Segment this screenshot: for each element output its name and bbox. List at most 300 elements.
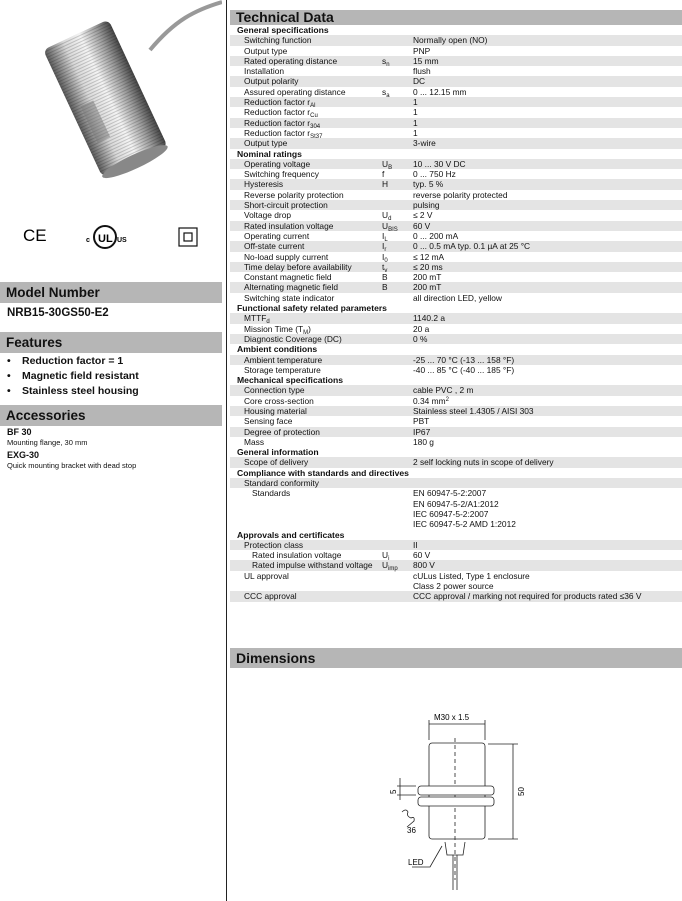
spec-symbol-subscript: i <box>388 556 390 563</box>
spec-label <box>230 56 382 66</box>
spec-symbol <box>382 416 413 426</box>
spec-row <box>230 550 682 563</box>
spec-symbol-text: H <box>382 179 389 190</box>
spec-value-line <box>413 241 682 251</box>
spec-symbol-subscript: d <box>388 216 392 223</box>
spec-label <box>230 540 382 550</box>
spec-value-text: 1 <box>413 127 418 138</box>
section-heading: Ambient conditions <box>237 344 318 355</box>
spec-value-line <box>413 56 682 66</box>
spec-value <box>413 159 682 169</box>
spec-value-line <box>413 262 682 272</box>
spec-value-line <box>413 252 682 262</box>
spec-label-text: Diagnostic Coverage (DC) <box>244 333 342 344</box>
spec-row <box>230 200 682 210</box>
spec-label-subscript: d <box>266 319 270 326</box>
spec-value <box>413 87 682 97</box>
spec-symbol-text: s <box>382 55 387 66</box>
spec-value <box>413 416 682 426</box>
spec-label <box>230 478 382 488</box>
spec-symbol <box>382 334 413 344</box>
spec-row <box>230 179 682 189</box>
spec-value-line <box>413 406 682 416</box>
accessory-description: Quick mounting bracket with dead stop <box>7 461 137 470</box>
spec-label-text: Housing material <box>244 405 307 416</box>
spec-label <box>230 334 382 344</box>
dimensions-heading: Dimensions <box>230 648 682 668</box>
ce-mark-icon <box>23 226 47 245</box>
spec-label <box>230 76 382 86</box>
spec-label-text: Switching function <box>244 35 312 46</box>
spec-value-text: 0 ... 12.15 mm <box>413 86 467 97</box>
spec-label <box>230 282 382 292</box>
led-label: LED <box>408 858 424 867</box>
spec-value-line <box>413 313 682 323</box>
section-heading: General information <box>237 447 319 458</box>
spec-label-text: Operating voltage <box>244 158 311 169</box>
spec-value-line <box>413 282 682 292</box>
spec-value <box>413 591 682 601</box>
feature-item: • Magnetic field resistant <box>7 370 139 382</box>
spec-value <box>413 334 682 344</box>
spec-value-text: 0 % <box>413 333 428 344</box>
spec-value-line <box>413 550 682 560</box>
spec-value-text: ≤ 20 ms <box>413 261 443 272</box>
spec-label <box>230 550 382 560</box>
spec-value-text: cULus Listed, Type 1 enclosure <box>413 570 530 581</box>
spec-value-line <box>413 118 682 128</box>
spec-value <box>413 221 682 231</box>
spec-symbol <box>382 118 413 128</box>
spec-row <box>230 262 682 272</box>
spec-symbol <box>382 159 413 169</box>
spec-value-line <box>413 35 682 45</box>
protection-class-ii-icon <box>179 228 197 246</box>
spec-value-text: cable PVC , 2 m <box>413 385 474 396</box>
spec-symbol <box>382 293 413 303</box>
spec-symbol <box>382 138 413 148</box>
spec-symbol <box>382 355 413 365</box>
spec-value <box>413 365 682 375</box>
spec-label-text: Output polarity <box>244 76 299 87</box>
spec-label-text: Hysteresis <box>244 179 284 190</box>
spec-value-line <box>413 560 682 570</box>
spec-value-line <box>413 427 682 437</box>
accessory-code: EXG-30 <box>7 450 40 460</box>
spec-row <box>230 169 682 179</box>
spec-row <box>230 293 682 303</box>
spec-label <box>230 571 382 592</box>
spec-label-text: Switching state indicator <box>244 292 335 303</box>
section-heading: Mechanical specifications <box>237 375 344 386</box>
spec-row <box>230 56 682 66</box>
spec-symbol <box>382 313 413 323</box>
spec-row <box>230 457 682 467</box>
spec-value <box>413 66 682 76</box>
spec-value-line <box>413 46 682 56</box>
spec-label <box>230 46 382 56</box>
spec-label-text: Reduction factor r <box>244 117 311 128</box>
spec-label <box>230 200 382 210</box>
spec-symbol <box>382 56 413 66</box>
spec-symbol <box>382 262 413 272</box>
spec-value-text: 1 <box>413 107 418 118</box>
spec-value-text: Class 2 power source <box>413 581 494 592</box>
spec-symbol-text: U <box>382 220 389 231</box>
spec-value-text: 0.34 mm <box>413 395 446 406</box>
spec-value-line <box>413 324 682 334</box>
spec-value-line <box>413 457 682 467</box>
spec-label-text: Storage temperature <box>244 364 321 375</box>
spec-label <box>230 365 382 375</box>
spec-label-text: Off-state current <box>244 241 305 252</box>
spec-value-text: 3-wire <box>413 138 436 149</box>
spec-value <box>413 252 682 262</box>
spec-row <box>230 87 682 97</box>
spec-value-line <box>413 231 682 241</box>
spec-symbol <box>382 540 413 550</box>
section-heading: Approvals and certificates <box>237 529 345 540</box>
spec-symbol-text: B <box>382 282 388 293</box>
spec-label <box>230 66 382 76</box>
spec-value <box>413 107 682 117</box>
spec-symbol <box>382 87 413 97</box>
features-heading: Features <box>0 332 222 353</box>
spec-value-text: 1140.2 a <box>413 313 445 324</box>
accessories-list <box>7 427 222 473</box>
spec-symbol <box>382 107 413 117</box>
spec-label-text: Standards <box>252 488 291 499</box>
spec-value-line <box>413 200 682 210</box>
spec-row <box>230 560 682 573</box>
spec-row <box>230 138 682 148</box>
spec-label <box>230 35 382 45</box>
spec-value <box>413 488 682 529</box>
spec-row <box>230 427 682 437</box>
spec-value-text: -25 ... 70 °C (-13 ... 158 °F) <box>413 354 515 365</box>
spec-symbol-text: I <box>382 241 385 252</box>
spec-label-subscript: M <box>303 329 309 336</box>
spec-label-text: Output type <box>244 45 288 56</box>
spec-label <box>230 591 382 601</box>
spec-symbol <box>382 76 413 86</box>
features-list <box>7 354 139 399</box>
spec-row <box>230 385 682 395</box>
spec-symbol-subscript: r <box>384 247 387 254</box>
spec-value-text: II <box>413 539 418 550</box>
spec-label <box>230 118 382 128</box>
spec-value-line <box>413 128 682 138</box>
spec-row <box>230 107 682 120</box>
spec-value-superscript: 2 <box>445 396 449 403</box>
spec-row <box>230 334 682 344</box>
spec-row <box>230 241 682 254</box>
spec-label <box>230 437 382 447</box>
spec-symbol <box>382 179 413 189</box>
spec-value-text: IEC 60947-5-2 AMD 1:2012 <box>413 519 516 530</box>
spec-value-line <box>413 499 682 509</box>
spec-value-text: CCC approval / marking not required for products rated ≤36 V <box>413 591 642 602</box>
spec-value <box>413 138 682 148</box>
spec-value-text: ≤ 2 V <box>413 210 433 221</box>
spec-label-text: Core cross-section <box>244 395 314 406</box>
spec-symbol-text: s <box>382 86 387 97</box>
spec-symbol <box>382 478 413 488</box>
spec-label <box>230 210 382 220</box>
spec-symbol <box>382 550 413 563</box>
spec-value-line <box>413 138 682 148</box>
spec-label <box>230 230 385 241</box>
spec-value-text: 60 V <box>413 550 431 561</box>
spec-value-text: DC <box>413 76 426 87</box>
spec-row <box>230 416 682 426</box>
feature-item: • Stainless steel housing <box>7 385 139 397</box>
spec-value-text: 180 g <box>413 436 434 447</box>
svg-text:UL: UL <box>98 233 113 245</box>
spec-value-text: PBT <box>413 416 430 427</box>
spec-label-text: Reverse polarity protection <box>244 189 344 200</box>
spec-label-text: Scope of delivery <box>244 457 309 468</box>
spec-value <box>413 241 682 251</box>
spec-label-text: Alternating magnetic field <box>244 282 339 293</box>
spec-value-line <box>413 169 682 179</box>
spec-value-text: 10 ... 30 V DC <box>413 158 466 169</box>
spec-row <box>230 365 682 375</box>
svg-text:c: c <box>86 237 90 244</box>
spec-symbol-subscript: v <box>384 267 388 274</box>
spec-label-subscript: 304 <box>310 123 321 130</box>
spec-row <box>230 396 682 406</box>
spec-value <box>413 385 682 395</box>
spec-label-text: Mass <box>244 436 265 447</box>
thread-label: M30 x 1.5 <box>434 713 470 722</box>
spec-symbol <box>382 437 413 447</box>
spec-value <box>413 313 682 323</box>
spec-value-text: pulsing <box>413 200 440 211</box>
accessory-description: Mounting flange, 30 mm <box>7 438 88 447</box>
spec-symbol-text: t <box>382 261 385 272</box>
spec-value <box>413 210 682 220</box>
spec-value-line <box>413 571 682 581</box>
spec-row <box>230 159 682 169</box>
spec-row <box>230 437 682 447</box>
spec-symbol <box>382 252 413 262</box>
spec-label-subscript: St37 <box>310 133 323 140</box>
spec-label-suffix: ) <box>308 323 311 334</box>
spec-value-line <box>413 355 682 365</box>
spec-value-text: 200 mT <box>413 282 442 293</box>
spec-row <box>230 355 682 365</box>
section-heading: Functional safety related parameters <box>237 303 387 314</box>
spec-label <box>230 221 382 231</box>
spec-value-line <box>413 97 682 107</box>
spec-row <box>230 190 682 200</box>
spec-row <box>230 210 682 223</box>
spec-row <box>230 313 682 326</box>
spec-symbol-subscript: n <box>386 61 390 68</box>
spec-row <box>230 76 682 86</box>
spec-label-text: Rated insulation voltage <box>244 220 334 231</box>
spec-row <box>230 118 682 128</box>
spec-row <box>230 46 682 56</box>
spec-label <box>230 97 382 110</box>
spec-value-text: typ. 5 % <box>413 179 444 190</box>
spec-value <box>413 293 682 303</box>
spec-label-text: Mission Time (T <box>244 323 304 334</box>
spec-value <box>413 169 682 179</box>
product-photo <box>0 0 222 200</box>
spec-label <box>230 128 382 138</box>
spec-value-text: all direction LED, yellow <box>413 292 502 303</box>
column-divider <box>226 0 227 901</box>
spec-symbol <box>382 221 413 231</box>
spec-row <box>230 591 682 601</box>
spec-row <box>230 478 682 488</box>
spec-symbol-text: U <box>382 210 389 221</box>
spec-value <box>413 76 682 86</box>
spec-symbol <box>382 46 413 56</box>
spec-symbol-subscript: a <box>386 92 390 99</box>
spec-value-line <box>413 87 682 97</box>
spec-label <box>230 272 382 282</box>
spec-symbol-text: B <box>382 272 388 283</box>
accessory-code: BF 30 <box>7 427 32 437</box>
spec-value-line <box>413 210 682 220</box>
spec-label-text: Ambient temperature <box>244 354 323 365</box>
spec-value-text: EN 60947-5-2/A1:2012 <box>413 498 499 509</box>
spec-value-text: 60 V <box>413 220 431 231</box>
spec-value <box>413 324 682 334</box>
spec-value-text: 15 mm <box>413 55 439 66</box>
spec-label <box>230 159 382 169</box>
spec-label <box>230 457 382 467</box>
spec-value <box>413 457 682 467</box>
spec-label <box>230 396 382 406</box>
spec-symbol <box>382 35 413 45</box>
spec-value-text: flush <box>413 66 431 77</box>
spec-label <box>230 293 382 303</box>
spec-value <box>413 540 682 550</box>
spec-symbol-subscript: B <box>388 164 393 171</box>
spec-label-text: Rated insulation voltage <box>252 550 342 561</box>
spec-symbol <box>382 457 413 467</box>
spec-label <box>230 560 382 570</box>
spec-label-text: Constant magnetic field <box>244 272 332 283</box>
spec-label-text: Protection class <box>244 539 304 550</box>
spec-symbol-text: I <box>382 230 385 241</box>
spec-symbol <box>382 128 413 138</box>
spec-value <box>413 478 682 488</box>
spec-value-line <box>413 509 682 519</box>
spec-value <box>413 272 682 282</box>
spec-value <box>413 427 682 437</box>
spec-value-line <box>413 365 682 375</box>
spec-label <box>230 107 382 120</box>
spec-label-text: Time delay before availability <box>244 261 352 272</box>
spec-row <box>230 35 682 45</box>
spec-label <box>230 324 382 334</box>
spec-label-text: Output type <box>244 138 288 149</box>
spec-symbol <box>382 591 413 601</box>
spec-symbol <box>382 396 413 406</box>
spec-value-line <box>413 488 682 498</box>
section-heading: Compliance with standards and directives <box>237 467 409 478</box>
spec-label <box>230 427 382 437</box>
technical-data-heading: Technical Data <box>230 10 682 25</box>
spec-label-text: Voltage drop <box>244 210 292 221</box>
nut-thickness-label: 5 <box>389 789 398 794</box>
spec-value <box>413 35 682 45</box>
spec-value-text: Normally open (NO) <box>413 35 488 46</box>
technical-data <box>230 10 682 602</box>
spec-label <box>230 138 382 148</box>
spec-value-line <box>413 396 682 406</box>
spec-label-subscript: Cu <box>310 113 318 120</box>
spec-value <box>413 560 682 570</box>
spec-value-text: 1 <box>413 97 418 108</box>
spec-symbol-text: U <box>382 560 389 571</box>
spec-value <box>413 128 682 138</box>
spec-symbol <box>382 324 413 334</box>
spec-symbol <box>382 427 413 437</box>
culus-mark-icon <box>86 226 127 248</box>
spec-symbol-text: f <box>382 169 385 180</box>
spec-value-text: Stainless steel 1.4305 / AISI 303 <box>413 405 534 416</box>
spec-symbol <box>382 571 413 592</box>
spec-row <box>230 97 682 110</box>
spec-label <box>230 416 382 426</box>
spec-value <box>413 406 682 416</box>
spec-symbol-text: U <box>382 158 389 169</box>
spec-value <box>413 179 682 189</box>
spec-symbol-subscript: BIS <box>388 226 398 233</box>
spec-label <box>230 488 382 529</box>
spec-label-text: Rated operating distance <box>244 55 338 66</box>
section-heading: General specifications <box>237 25 329 35</box>
spec-value-text: IP67 <box>413 426 431 437</box>
spec-value-text: 1 <box>413 117 418 128</box>
spec-row <box>230 252 682 262</box>
spec-label <box>230 87 382 97</box>
spec-row <box>230 282 682 292</box>
spec-label-text: UL approval <box>244 570 289 581</box>
spec-label-text: CCC approval <box>244 591 297 602</box>
spec-value-line <box>413 519 682 529</box>
spec-value-text: 800 V <box>413 560 435 571</box>
spec-value-text: 0 ... 200 mA <box>413 230 459 241</box>
spec-row <box>230 540 682 550</box>
spec-label-text: MTTF <box>244 313 267 324</box>
spec-value <box>413 118 682 128</box>
spec-label <box>230 385 382 395</box>
spec-value-line <box>413 221 682 231</box>
spec-symbol <box>382 272 413 282</box>
accessories-heading: Accessories <box>0 405 222 426</box>
spec-row <box>230 324 682 334</box>
spec-label-text: Switching frequency <box>244 169 319 180</box>
spec-value-text: PNP <box>413 45 431 56</box>
spec-label <box>230 241 385 252</box>
spec-symbol <box>382 406 413 416</box>
spec-label <box>230 169 385 180</box>
spec-label-text: Sensing face <box>244 416 293 427</box>
spec-row <box>230 231 682 241</box>
spec-label-text: Operating current <box>244 230 310 241</box>
spec-row <box>230 221 682 231</box>
spec-row <box>230 488 682 529</box>
spec-symbol-subscript: 0 <box>384 257 388 264</box>
spec-value-text: 0 ... 750 Hz <box>413 169 456 180</box>
